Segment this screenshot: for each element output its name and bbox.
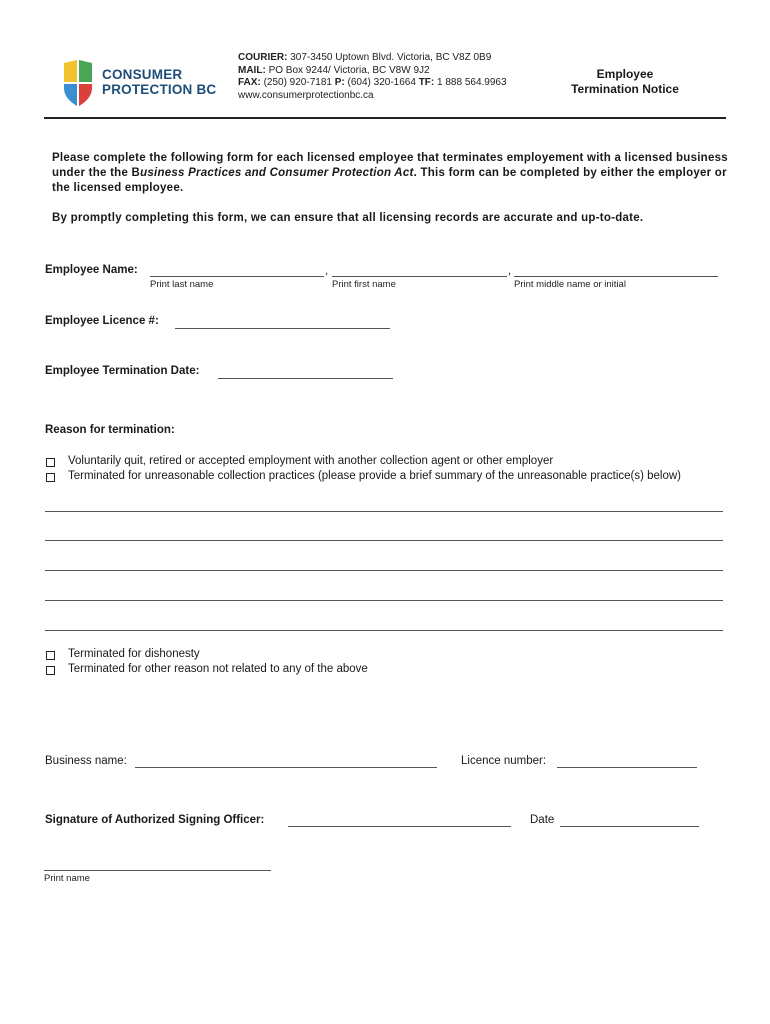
- termination-date-label: Employee Termination Date:: [45, 365, 200, 377]
- checkbox-unreasonable-practices[interactable]: [46, 473, 55, 482]
- logo-wordmark: [102, 67, 216, 97]
- middle-name-hint: Print middle name or initial: [514, 279, 626, 290]
- reason-heading: Reason for termination:: [45, 424, 175, 436]
- summary-line-3[interactable]: [45, 570, 723, 571]
- summary-line-4[interactable]: [45, 600, 723, 601]
- intro-paragraph-2: By promptly completing this form, we can ensure that all licensing records are accurate and up-to-date.: [52, 212, 644, 224]
- date-field[interactable]: [560, 826, 699, 827]
- middle-name-field[interactable]: [514, 276, 718, 277]
- document-title: Employee Termination Notice: [571, 67, 679, 96]
- signature-label: Signature of Authorized Signing Officer:: [45, 814, 265, 826]
- logo-line-2: PROTECTION BC: [102, 82, 217, 97]
- summary-line-5[interactable]: [45, 630, 723, 631]
- checkbox-voluntary[interactable]: [46, 458, 55, 467]
- employee-name-label: Employee Name:: [45, 264, 138, 276]
- summary-line-1[interactable]: [45, 511, 723, 512]
- print-name-label: Print name: [44, 873, 90, 884]
- website-link[interactable]: www.consumerprotectionbc.ca: [238, 89, 374, 101]
- checkbox-dishonesty[interactable]: [46, 651, 55, 660]
- contact-block: [238, 52, 507, 102]
- licence-number-label: Licence number:: [461, 755, 547, 767]
- shield-logo-icon: [62, 60, 94, 106]
- licence-field[interactable]: [175, 328, 390, 329]
- intro-paragraph: Please complete the following form for each licensed employee that terminates employement with a licensed business under the the Business Practices and Consumer Protection Act. This form can be completed by either the employer or the licensed employee.: [52, 152, 728, 194]
- phone-numbers: FAX: (250) 920-7181 P: (604) 320-1664 TF: 1 888 564.9963: [238, 77, 507, 88]
- business-name-field[interactable]: [135, 767, 437, 768]
- option-unreasonable-practices: Terminated for unreasonable collection practices (please provide a brief summary of the unreasonable practice(s) below): [68, 470, 682, 482]
- print-name-field[interactable]: [44, 870, 271, 871]
- summary-line-2[interactable]: [45, 540, 723, 541]
- date-label: Date: [530, 814, 555, 826]
- header-divider: [44, 117, 726, 119]
- last-name-hint: Print last name: [150, 279, 214, 290]
- option-other-reason: Terminated for other reason not related to any of the above: [68, 663, 368, 675]
- checkbox-other-reason[interactable]: [46, 666, 55, 675]
- licence-label: Employee Licence #:: [45, 315, 159, 327]
- courier-address: COURIER: 307-3450 Uptown Blvd. Victoria, BC V8Z 0B9: [238, 52, 492, 63]
- mail-address: MAIL: PO Box 9244/ Victoria, BC V8W 9J2: [238, 64, 430, 76]
- last-name-field[interactable]: [150, 276, 324, 277]
- termination-date-field[interactable]: [218, 378, 393, 379]
- signature-field[interactable]: [288, 826, 511, 827]
- first-name-field[interactable]: [332, 276, 507, 277]
- first-name-hint: Print first name: [332, 279, 396, 290]
- licence-number-field[interactable]: [557, 767, 697, 768]
- option-dishonesty: Terminated for dishonesty: [68, 648, 200, 660]
- logo-line-1: CONSUMER: [102, 67, 183, 82]
- option-voluntary: Voluntarily quit, retired or accepted employment with another collection agent or other employer: [68, 455, 554, 467]
- business-name-label: Business name:: [45, 755, 127, 767]
